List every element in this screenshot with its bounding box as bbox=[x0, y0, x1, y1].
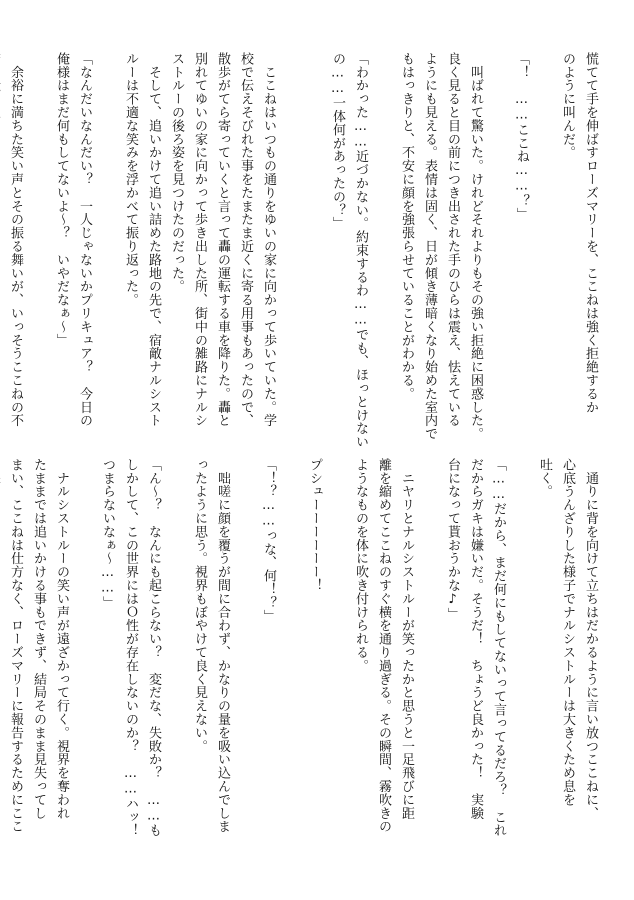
text-block-lower: 通りに背を向けて立ちはだかるように言い放つここねに、 心底うんざりした様子でナルシストルーは大きくため息を 吐く。 「……だから、まだ何にもしてないって言ってるだろ？ これ だからガキは嫌いだ。そうだ！ ちょうど良かった！ 実験 台になって貰おうかな♪」 ニヤリとナルシストルーが笑ったかと思うと一足飛びに距 離を縮めてここねのすぐ横を通り過ぎる。その瞬間、霧吹きの ようなものを体に吹き付けられる。 プシューーーーーー！ 「！？……っな、何！？」 咄嗟に顔を覆うが間に合わず、かなりの量を吸い込んでしま ったように思う。視界もぼやけて良く見えない。 「ん～？ なんにも起こらない？ 変だな、失敗か？ ……も しかして、この世界にはＯ性が存在しないのか？ ……ハッ！ つまらないなぁ～……」 ナルシストルーの笑い声が遠ざかって行く。視界を奪われ たままでは追いかける事もできず、結局そのまま見失ってし まい、ここねは仕方なく、ローズマリーに報告するためにここ bbox=[8, 458, 598, 838]
text-block-upper: 慌てて手を伸ばすローズマリーを、ここねは強く拒絶するか のように叫んだ。 「！ ……ここね……？」 叫ばれて驚いた。けれどそれよりもその強い拒絶に困惑した。 良く見ると目の前につき出された手のひらは震え、怯えている ようにも見える。表情は固く、日が傾き薄暗くなり始めた室内で もはっきりと、不安に顔を強張らせていることがわかる。 「わかった……近づかない。約束するわ……でも、ほっとけない の……一体何があったの？」 ここねはいつもの通りをゆいの家に向かって歩いていた。学 校で伝えそびれた事をたまたま近くに寄る用事もあったので、 散歩がてら寄っていくと言って轟の運転する車を降りた。轟と 別れてゆいの家に向かって歩き出した所、街中の雑路にナルシ ストルーの後ろ姿を見つけたのだった。 そして、追いかけて追い詰めた路地の先で、宿敵ナルシスト ルーは不適な笑みを浮かべて振り返った。 「なんだいなんだい？ 一人じゃないかプリキュア？ 今日の 俺様はまだ何もしてないよ～？ いやだなぁ～」 余裕に満ちた笑い声とその振る舞いが、いっそうここねの不 bbox=[8, 52, 598, 449]
